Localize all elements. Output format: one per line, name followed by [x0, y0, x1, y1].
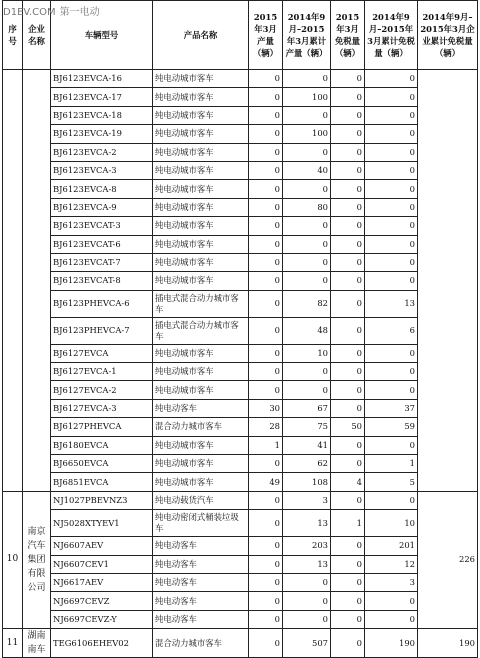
cell-prod-cum: 75 [283, 418, 331, 436]
table-row [3, 381, 478, 399]
cell-prod-cum: 13 [283, 555, 331, 573]
cell-exempt-cum: 0 [365, 610, 418, 628]
cell-prod-cum: 507 [283, 629, 331, 658]
cell-prod-march: 0 [249, 125, 283, 143]
cell-exempt-march: 50 [331, 418, 365, 436]
cell-exempt-march: 0 [331, 272, 365, 290]
cell-exempt-cum: 59 [365, 418, 418, 436]
cell-model: BJ6123EVCAT-6 [51, 235, 153, 253]
cell-product: 插电式混合动力城市客车 [153, 317, 249, 344]
cell-model: NJ6697CEVZ [51, 592, 153, 610]
table-row [3, 629, 478, 658]
cell-model: BJ6180EVCA [51, 436, 153, 454]
cell-product: 纯电动客车 [153, 399, 249, 417]
table-row [3, 510, 478, 537]
table-row [3, 125, 478, 143]
cell-exempt-march: 0 [331, 363, 365, 381]
header-prod-march: 2015年3月产量（辆） [249, 1, 283, 70]
cell-company-total: 190 [418, 629, 478, 658]
table-row [3, 418, 478, 436]
cell-exempt-cum: 1 [365, 455, 418, 473]
table-row [3, 592, 478, 610]
cell-exempt-march: 0 [331, 381, 365, 399]
cell-prod-cum: 0 [283, 272, 331, 290]
cell-product: 纯电动客车 [153, 610, 249, 628]
table-row [3, 235, 478, 253]
cell-exempt-cum: 0 [365, 592, 418, 610]
cell-exempt-march: 0 [331, 344, 365, 362]
cell-prod-cum: 48 [283, 317, 331, 344]
table-row [3, 290, 478, 317]
cell-company: 南京汽车集团有限公司 [23, 491, 51, 628]
table-row [3, 253, 478, 271]
cell-product: 纯电动城市客车 [153, 455, 249, 473]
cell-prod-march: 0 [249, 629, 283, 658]
cell-product: 纯电动城市客车 [153, 180, 249, 198]
cell-product: 纯电动城市客车 [153, 198, 249, 216]
table-row [3, 473, 478, 491]
cell-prod-march: 0 [249, 573, 283, 591]
cell-exempt-march: 0 [331, 455, 365, 473]
cell-product: 纯电动客车 [153, 537, 249, 555]
cell-prod-cum: 0 [283, 381, 331, 399]
cell-model: BJ6127EVCA-2 [51, 381, 153, 399]
cell-model: BJ6123EVCA-8 [51, 180, 153, 198]
cell-prod-cum: 0 [283, 363, 331, 381]
cell-prod-march: 0 [249, 70, 283, 88]
cell-product: 纯电动城市客车 [153, 253, 249, 271]
cell-exempt-cum: 201 [365, 537, 418, 555]
cell-model: BJ6127EVCA [51, 344, 153, 362]
table-row [3, 317, 478, 344]
cell-product: 纯电动城市客车 [153, 363, 249, 381]
cell-model: BJ6123EVCA-9 [51, 198, 153, 216]
cell-model: BJ6127PHEVCA [51, 418, 153, 436]
cell-exempt-march: 0 [331, 610, 365, 628]
watermark [3, 3, 100, 18]
cell-prod-cum: 3 [283, 491, 331, 509]
cell-prod-cum: 100 [283, 88, 331, 106]
cell-seq: 10 [3, 491, 23, 628]
table-row [3, 198, 478, 216]
cell-prod-march: 0 [249, 180, 283, 198]
cell-exempt-cum: 6 [365, 317, 418, 344]
cell-prod-cum: 0 [283, 253, 331, 271]
table-row [3, 217, 478, 235]
cell-exempt-cum: 0 [365, 125, 418, 143]
cell-model: NJ6607AEV [51, 537, 153, 555]
cell-prod-march: 0 [249, 272, 283, 290]
cell-prod-march: 0 [249, 537, 283, 555]
table-row [3, 399, 478, 417]
cell-prod-march: 0 [249, 198, 283, 216]
cell-prod-march: 30 [249, 399, 283, 417]
cell-prod-march: 0 [249, 317, 283, 344]
cell-exempt-march: 0 [331, 399, 365, 417]
cell-prod-cum: 108 [283, 473, 331, 491]
cell-prod-march: 0 [249, 510, 283, 537]
cell-model: NJ6617AEV [51, 573, 153, 591]
table-row [3, 491, 478, 509]
watermark-brand: 第一电动 [59, 7, 100, 18]
cell-prod-march: 0 [249, 592, 283, 610]
cell-exempt-cum: 0 [365, 106, 418, 124]
cell-seq [3, 70, 23, 492]
cell-exempt-cum: 12 [365, 555, 418, 573]
table-row [3, 161, 478, 179]
cell-prod-march: 0 [249, 491, 283, 509]
cell-product: 纯电动城市客车 [153, 344, 249, 362]
cell-product: 纯电动客车 [153, 573, 249, 591]
cell-exempt-cum: 0 [365, 363, 418, 381]
cell-product: 纯电动城市客车 [153, 272, 249, 290]
header-exempt-cum: 2014年9月–2015年3月累计免税量（辆） [365, 1, 418, 70]
cell-prod-march: 0 [249, 161, 283, 179]
cell-prod-cum: 10 [283, 344, 331, 362]
cell-prod-march: 28 [249, 418, 283, 436]
cell-exempt-cum: 37 [365, 399, 418, 417]
table-row [3, 537, 478, 555]
cell-prod-cum: 82 [283, 290, 331, 317]
cell-seq: 11 [3, 629, 23, 658]
cell-product: 纯电动城市客车 [153, 125, 249, 143]
cell-prod-cum: 0 [283, 143, 331, 161]
cell-company-total: 226 [418, 491, 478, 628]
cell-product: 纯电动城市客车 [153, 381, 249, 399]
cell-exempt-march: 0 [331, 436, 365, 454]
table-row [3, 272, 478, 290]
table-row [3, 455, 478, 473]
cell-prod-cum: 0 [283, 180, 331, 198]
cell-product: 纯电动城市客车 [153, 217, 249, 235]
cell-company-total [418, 70, 478, 492]
cell-exempt-march: 0 [331, 235, 365, 253]
cell-prod-cum: 80 [283, 198, 331, 216]
cell-exempt-cum: 0 [365, 344, 418, 362]
cell-exempt-cum: 0 [365, 88, 418, 106]
cell-model: BJ6123EVCAT-8 [51, 272, 153, 290]
header-company: 企业名称 [23, 1, 51, 70]
cell-model: BJ6123EVCAT-7 [51, 253, 153, 271]
cell-exempt-cum: 0 [365, 70, 418, 88]
table-row [3, 70, 478, 88]
cell-product: 纯电动城市客车 [153, 436, 249, 454]
cell-prod-march: 0 [249, 217, 283, 235]
cell-product: 纯电动密闭式桶装垃圾车 [153, 510, 249, 537]
cell-exempt-cum: 0 [365, 491, 418, 509]
cell-product: 纯电动城市客车 [153, 473, 249, 491]
cell-prod-march: 0 [249, 88, 283, 106]
cell-exempt-march: 0 [331, 555, 365, 573]
cell-company [23, 70, 51, 492]
table-row [3, 344, 478, 362]
tax-exemption-table [2, 0, 478, 658]
cell-model: BJ6851EVCA [51, 473, 153, 491]
cell-model: BJ6127EVCA-3 [51, 399, 153, 417]
header-model: 车辆型号 [51, 1, 153, 70]
table-row [3, 180, 478, 198]
cell-prod-march: 0 [249, 455, 283, 473]
table-row [3, 436, 478, 454]
cell-prod-march: 0 [249, 143, 283, 161]
cell-exempt-cum: 190 [365, 629, 418, 658]
cell-product: 纯电动载货汽车 [153, 491, 249, 509]
cell-exempt-cum: 5 [365, 473, 418, 491]
cell-exempt-cum: 0 [365, 272, 418, 290]
cell-exempt-cum: 0 [365, 253, 418, 271]
cell-exempt-cum: 0 [365, 217, 418, 235]
cell-prod-march: 0 [249, 235, 283, 253]
cell-product: 纯电动城市客车 [153, 70, 249, 88]
cell-prod-cum: 0 [283, 106, 331, 124]
cell-prod-march: 1 [249, 436, 283, 454]
cell-exempt-march: 0 [331, 290, 365, 317]
cell-exempt-march: 0 [331, 125, 365, 143]
cell-prod-cum: 67 [283, 399, 331, 417]
cell-model: BJ6123EVCA-16 [51, 70, 153, 88]
cell-exempt-march: 0 [331, 88, 365, 106]
cell-prod-cum: 0 [283, 573, 331, 591]
cell-exempt-march: 0 [331, 592, 365, 610]
cell-prod-march: 0 [249, 363, 283, 381]
cell-exempt-march: 0 [331, 161, 365, 179]
header-company-cum: 2014年9月–2015年3月企业累计免税量（辆） [418, 1, 478, 70]
cell-prod-cum: 100 [283, 125, 331, 143]
cell-model: BJ6123PHEVCA-7 [51, 317, 153, 344]
header-product: 产品名称 [153, 1, 249, 70]
cell-prod-march: 0 [249, 290, 283, 317]
cell-model: TEG6106EHEV02 [51, 629, 153, 658]
cell-model: NJ6607CEV1 [51, 555, 153, 573]
cell-model: BJ6650EVCA [51, 455, 153, 473]
cell-product: 插电式混合动力城市客车 [153, 290, 249, 317]
cell-exempt-cum: 13 [365, 290, 418, 317]
cell-product: 混合动力城市客车 [153, 418, 249, 436]
cell-prod-march: 49 [249, 473, 283, 491]
cell-prod-march: 0 [249, 253, 283, 271]
table-body [3, 70, 478, 658]
cell-exempt-cum: 0 [365, 436, 418, 454]
cell-product: 纯电动城市客车 [153, 88, 249, 106]
cell-prod-march: 0 [249, 555, 283, 573]
cell-exempt-march: 0 [331, 629, 365, 658]
table-row [3, 573, 478, 591]
cell-model: BJ6123EVCA-18 [51, 106, 153, 124]
cell-exempt-march: 0 [331, 253, 365, 271]
cell-prod-cum: 0 [283, 217, 331, 235]
cell-exempt-march: 0 [331, 537, 365, 555]
cell-exempt-march: 4 [331, 473, 365, 491]
cell-prod-march: 0 [249, 344, 283, 362]
cell-exempt-cum: 0 [365, 180, 418, 198]
cell-prod-cum: 40 [283, 161, 331, 179]
header-exempt-march: 2015年3月免税量（辆） [331, 1, 365, 70]
cell-exempt-march: 0 [331, 198, 365, 216]
cell-exempt-march: 0 [331, 70, 365, 88]
cell-exempt-march: 0 [331, 106, 365, 124]
cell-exempt-cum: 0 [365, 143, 418, 161]
cell-product: 纯电动城市客车 [153, 235, 249, 253]
cell-exempt-march: 0 [331, 217, 365, 235]
cell-exempt-cum: 10 [365, 510, 418, 537]
cell-model: BJ6123EVCA-17 [51, 88, 153, 106]
cell-prod-cum: 0 [283, 592, 331, 610]
cell-exempt-cum: 0 [365, 161, 418, 179]
cell-prod-cum: 41 [283, 436, 331, 454]
cell-model: NJ1027PBEVNZ3 [51, 491, 153, 509]
header-seq: 序号 [3, 1, 23, 70]
cell-exempt-march: 0 [331, 317, 365, 344]
cell-prod-cum: 13 [283, 510, 331, 537]
cell-prod-cum: 62 [283, 455, 331, 473]
cell-exempt-march: 0 [331, 573, 365, 591]
table-row [3, 143, 478, 161]
cell-model: NJ6697CEVZ-Y [51, 610, 153, 628]
cell-product: 纯电动城市客车 [153, 106, 249, 124]
cell-prod-cum: 0 [283, 235, 331, 253]
cell-product: 纯电动客车 [153, 592, 249, 610]
cell-prod-march: 0 [249, 381, 283, 399]
watermark-site: D1EV.COM [3, 7, 56, 18]
cell-exempt-march: 0 [331, 143, 365, 161]
table-row [3, 363, 478, 381]
cell-exempt-march: 0 [331, 180, 365, 198]
table-row [3, 610, 478, 628]
cell-exempt-cum: 0 [365, 381, 418, 399]
cell-model: BJ6123EVCA-19 [51, 125, 153, 143]
cell-exempt-cum: 0 [365, 198, 418, 216]
cell-product: 纯电动客车 [153, 555, 249, 573]
table-row [3, 555, 478, 573]
cell-prod-cum: 203 [283, 537, 331, 555]
cell-model: BJ6123EVCA-2 [51, 143, 153, 161]
cell-exempt-cum: 0 [365, 235, 418, 253]
cell-exempt-march: 0 [331, 491, 365, 509]
cell-model: BJ6123PHEVCA-6 [51, 290, 153, 317]
cell-product: 混合动力城市客车 [153, 629, 249, 658]
cell-prod-march: 0 [249, 610, 283, 628]
cell-model: BJ6123EVCAT-3 [51, 217, 153, 235]
cell-exempt-march: 1 [331, 510, 365, 537]
cell-prod-march: 0 [249, 106, 283, 124]
cell-prod-cum: 0 [283, 70, 331, 88]
cell-product: 纯电动城市客车 [153, 143, 249, 161]
cell-model: BJ6127EVCA-1 [51, 363, 153, 381]
cell-model: BJ6123EVCA-3 [51, 161, 153, 179]
table-row [3, 106, 478, 124]
header-prod-cum: 2014年9月–2015年3月累计产量（辆） [283, 1, 331, 70]
cell-company: 湖南南车 [23, 629, 51, 658]
table-row [3, 88, 478, 106]
cell-exempt-cum: 3 [365, 573, 418, 591]
cell-prod-cum: 0 [283, 610, 331, 628]
cell-product: 纯电动城市客车 [153, 161, 249, 179]
cell-model: NJ5028XTYEV1 [51, 510, 153, 537]
